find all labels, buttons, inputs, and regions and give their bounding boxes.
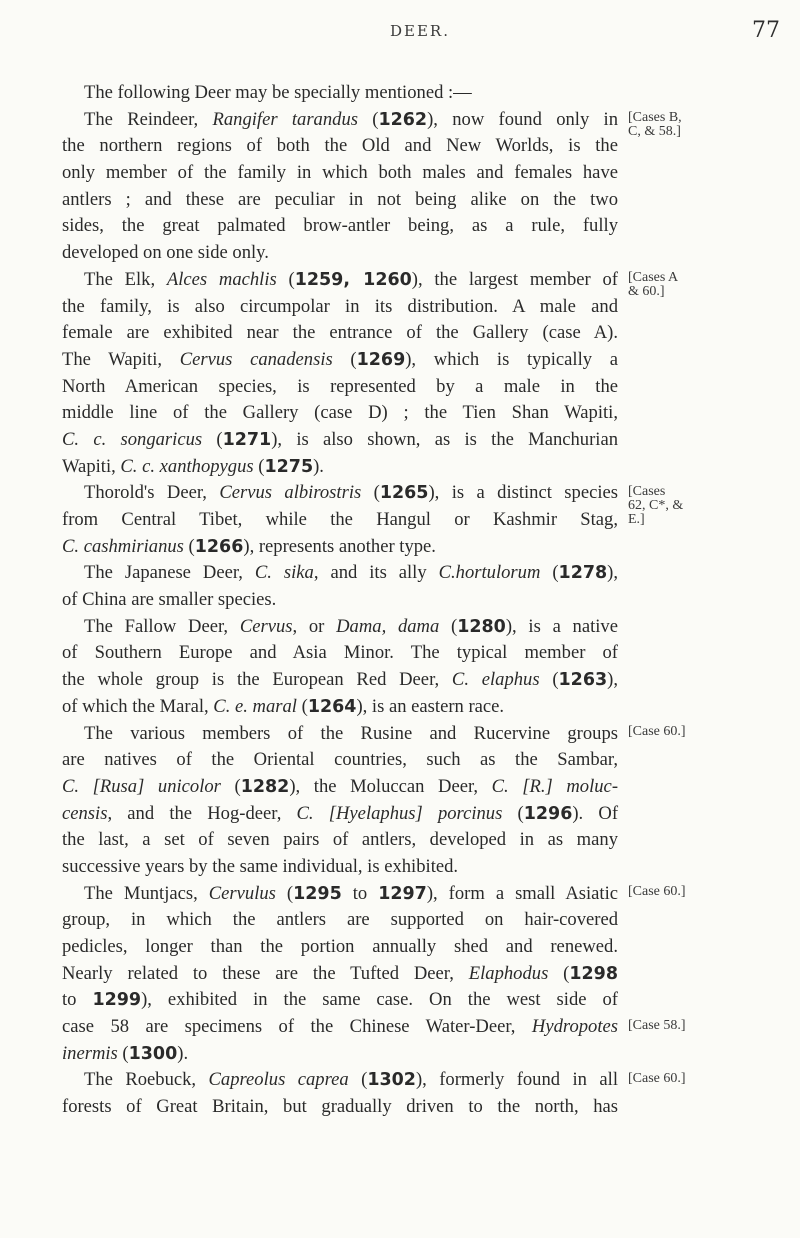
margin-note-line: E.] [628, 511, 645, 527]
margin-note-line: [Cases A [628, 269, 679, 285]
specimen-number: 1259, 1260 [294, 269, 412, 290]
species-name: C. [R.] moluc- [491, 775, 619, 797]
text-line [62, 987, 618, 1014]
text-run: , and its ally [313, 562, 439, 584]
body-text [62, 80, 762, 1121]
text-line [62, 560, 618, 587]
text-run: pedicles, longer than the portion annually shed and renewed. [62, 936, 618, 957]
text-run: from Central Tibet, while the Hangul or Kashmir Stag, [62, 509, 618, 530]
species-name: Alces machlis [166, 268, 277, 290]
text-run: ). [177, 1042, 189, 1064]
margin-note-line: [Cases B, [628, 109, 682, 125]
text-run: ( [296, 695, 308, 717]
text-line [62, 1094, 618, 1121]
specimen-number: 1296 [523, 803, 573, 824]
specimen-number: 1278 [558, 563, 608, 584]
text-run: ), which is typically a [405, 348, 619, 370]
text-run: ( [361, 482, 380, 504]
text-line [62, 507, 618, 534]
text-run: ), represents another type. [243, 535, 436, 557]
specimen-number: 1265 [379, 483, 429, 504]
text-line [62, 347, 618, 374]
text-line [62, 320, 618, 347]
text-line [62, 907, 618, 934]
specimen-number: 1302 [367, 1070, 416, 1091]
text-run: antlers ; and these are peculiar in not being alike on the two [62, 188, 618, 210]
text-line [62, 934, 618, 961]
text-run: ( [202, 428, 223, 450]
species-name: Dama, dama [336, 615, 440, 637]
margin-note-line: [Case 58.] [628, 1017, 686, 1033]
specimen-number: 1300 [128, 1043, 178, 1064]
text-run: ( [332, 348, 357, 370]
text-run: ). [313, 455, 324, 477]
margin-note [628, 485, 683, 527]
species-name: C. [Rusa] unicolor [62, 775, 221, 797]
text-run: middle line of the Gallery (case D) ; the Tien Shan Wapiti, [62, 402, 618, 424]
page-number: 77 [752, 18, 780, 43]
text-run: The Wapiti, [62, 348, 180, 370]
text-line [62, 374, 618, 401]
species-name: C. c. songaricus [62, 428, 203, 450]
text-run: ), is a native [505, 615, 618, 637]
text-run: ), is a distinct species [428, 482, 618, 504]
text-line [62, 747, 618, 774]
text-line [62, 961, 618, 988]
specimen-number: 1266 [194, 536, 244, 557]
species-name: Rangifer tarandus [212, 108, 358, 130]
text-run: ( [357, 108, 379, 130]
text-line [62, 801, 618, 828]
margin-note [628, 1019, 686, 1033]
text-line [62, 1041, 702, 1068]
text-run: The various members of the Rusine and Rucervine groups [84, 722, 618, 744]
text-run: ( [539, 669, 559, 691]
text-line [62, 854, 702, 881]
species-name: Cervulus [208, 882, 276, 904]
species-name: Elaphodus [468, 962, 549, 984]
text-run: ( [253, 455, 265, 477]
text-run: Wapiti, [62, 455, 121, 477]
text-line [62, 133, 618, 160]
specimen-number: 1297 [378, 883, 427, 904]
species-name: censis [62, 802, 108, 824]
specimen-number: 1275 [264, 456, 314, 477]
text-line [62, 294, 618, 321]
text-run: , or [292, 615, 337, 637]
text-line [62, 187, 618, 214]
text-line [62, 881, 618, 908]
margin-note-line: 62, C*, & [628, 497, 684, 513]
text-run: ( [439, 615, 458, 637]
text-line [62, 427, 618, 454]
text-run: ( [540, 562, 559, 584]
text-run: ), the Moluccan Deer, [289, 775, 492, 797]
text-run: ( [275, 882, 294, 904]
specimen-number: 1295 [293, 883, 342, 904]
margin-note [628, 111, 682, 139]
text-run: of Southern Europe and Asia Minor. The typical member of [62, 642, 618, 664]
text-run: ( [117, 1042, 129, 1064]
specimen-number: 1263 [558, 670, 608, 691]
species-name: C. cashmirianus [62, 535, 184, 557]
margin-note [628, 271, 678, 299]
text-run: are natives of the Oriental countries, such as the Sambar, [62, 749, 618, 771]
text-run: ), form a small Asiatic [426, 882, 618, 904]
specimen-number: 1269 [356, 349, 406, 370]
text-run: the northern regions of both the Old and New Worlds, is the [62, 135, 618, 157]
text-run: developed on one side only. [62, 242, 269, 264]
text-run: the last, a set of seven pairs of antlers, developed in as many [62, 829, 618, 851]
text-run: ( [348, 1069, 368, 1091]
margin-note [628, 885, 686, 899]
specimen-number: 1280 [457, 616, 506, 637]
text-line [62, 400, 618, 427]
text-run: The Muntjacs, [84, 882, 209, 904]
species-name: Capreolus caprea [208, 1069, 349, 1091]
text-run: ( [220, 775, 241, 797]
text-line [62, 213, 618, 240]
text-run: ), the largest member of [411, 268, 618, 290]
text-run: of which the Maral, [62, 695, 214, 717]
text-line [62, 454, 702, 481]
text-run: Nearly related to these are the Tufted Deer, [62, 962, 469, 984]
text-run: The Fallow Deer, [84, 615, 240, 637]
text-run: ( [548, 962, 570, 984]
text-run: to [341, 882, 379, 904]
text-run: group, in which the antlers are supported on hair-covered [62, 909, 618, 931]
page-header [60, 18, 780, 52]
text-run: The Roebuck, [84, 1069, 209, 1091]
text-run: case 58 are specimens of the Chinese Water-Deer, [62, 1016, 532, 1038]
text-line [62, 480, 618, 507]
text-line [62, 587, 702, 614]
species-name: C. sika [254, 562, 314, 584]
species-name: Cervus albirostris [219, 482, 362, 504]
text-line [62, 694, 702, 721]
text-run: Thorold's Deer, [84, 482, 220, 504]
text-run: forests of Great Britain, but gradually driven to the north, has [62, 1096, 618, 1118]
text-line [62, 774, 618, 801]
text-run: ), exhibited in the same case. On the west side of [141, 989, 618, 1011]
text-run: of China are smaller species. [62, 589, 277, 611]
text-run: ), [607, 669, 618, 691]
text-run: ), is an eastern race. [356, 695, 505, 717]
text-run: The Reindeer, [84, 108, 213, 130]
margin-note [628, 725, 686, 739]
text-line [62, 107, 618, 134]
text-run: the whole group is the European Red Deer, [62, 669, 452, 691]
text-run: The Elk, [84, 268, 167, 290]
text-line [62, 267, 618, 294]
text-line [62, 827, 618, 854]
text-line [62, 667, 618, 694]
margin-note-line: [Case 60.] [628, 1070, 686, 1086]
text-run: ), is also shown, as is the Manchurian [271, 428, 618, 450]
text-run: The Japanese Deer, [84, 562, 255, 584]
specimen-number: 1271 [222, 429, 272, 450]
margin-note [628, 1072, 686, 1086]
text-run: successive years by the same individual, is exhibited. [62, 855, 459, 877]
text-run: ( [183, 535, 195, 557]
text-run: only member of the family in which both males and females have [62, 162, 618, 184]
text-run: ), [607, 562, 619, 584]
text-line [62, 160, 618, 187]
text-run: ( [276, 268, 295, 290]
text-run: ), now found only in [427, 108, 618, 130]
species-name: C. e. maral [213, 695, 297, 717]
species-name: C. c. xanthopygus [120, 455, 254, 477]
running-head: DEER. [390, 22, 450, 40]
text-run: ), formerly found in all [415, 1069, 618, 1091]
text-line [62, 80, 702, 107]
species-name: Hydropotes [531, 1016, 618, 1038]
specimen-number: 1299 [92, 990, 142, 1011]
specimen-number: 1298 [569, 963, 618, 984]
margin-note-line: [Cases [628, 483, 666, 499]
margin-note-line: C, & 58.] [628, 123, 681, 139]
text-line [62, 240, 702, 267]
species-name: C. [Hyelaphus] porcinus [296, 802, 503, 824]
margin-note-line: [Case 60.] [628, 884, 686, 899]
species-name: Cervus canadensis [179, 348, 333, 370]
text-line [62, 534, 702, 561]
text-line [62, 1014, 618, 1041]
text-run: The following Deer may be specially mentioned :— [84, 82, 472, 103]
margin-note-line: [Case 60.] [628, 723, 686, 739]
species-name: C.hortulorum [438, 562, 541, 584]
text-line [62, 721, 618, 748]
margin-note-line: & 60.] [628, 283, 665, 299]
text-run: ( [502, 802, 524, 824]
text-run: sides, the great palmated brow-antler being, as a rule, fully [62, 215, 618, 237]
species-name: Cervus [239, 615, 293, 637]
text-run: female are exhibited near the entrance of the Gallery (case A). [62, 322, 618, 344]
species-name: inermis [62, 1042, 118, 1064]
specimen-number: 1264 [307, 696, 357, 717]
text-line [62, 640, 618, 667]
text-run: the family, is also circumpolar in its distribution. A male and [62, 295, 618, 317]
specimen-number: 1282 [240, 776, 290, 797]
text-line [62, 1067, 618, 1094]
text-run: North American species, is represented by a male in the [62, 375, 618, 397]
text-run: ). Of [572, 802, 619, 824]
specimen-number: 1262 [378, 109, 428, 130]
species-name: C. elaphus [451, 669, 540, 691]
text-line [62, 614, 618, 641]
text-run: , and the Hog-deer, [107, 802, 297, 824]
text-run: to [62, 989, 93, 1011]
